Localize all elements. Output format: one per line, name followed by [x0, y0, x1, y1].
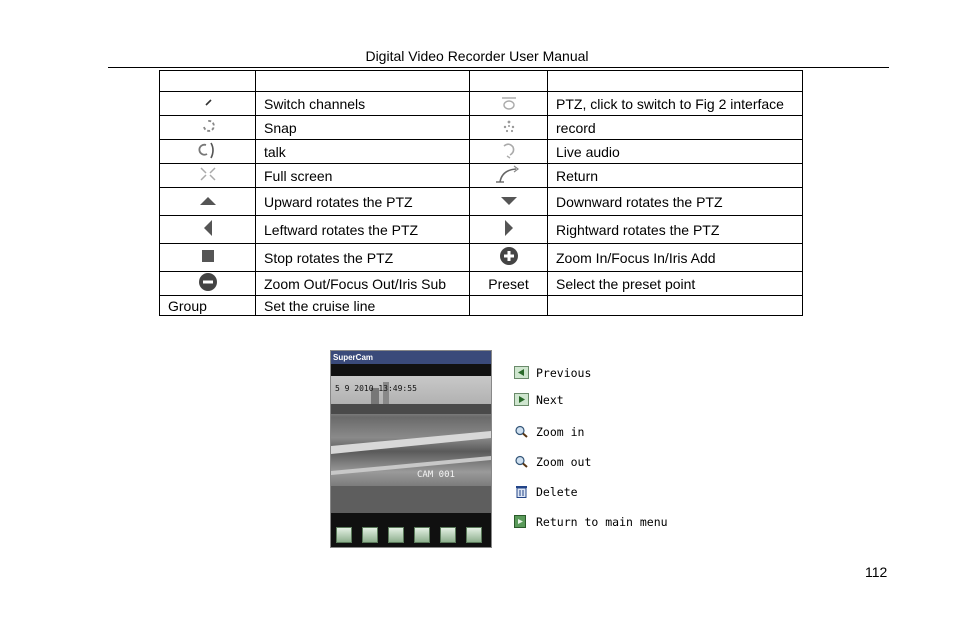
table-row — [160, 272, 803, 296]
full-screen-icon — [197, 164, 219, 187]
legend-label: Zoom in — [536, 425, 585, 439]
delete-icon — [514, 485, 529, 498]
legend-label: Zoom out — [536, 455, 592, 469]
arrow-down-icon — [500, 194, 518, 210]
table-row — [160, 296, 803, 316]
ptz-icon — [498, 93, 520, 114]
minus-circle-icon — [198, 272, 218, 295]
talk-icon — [196, 140, 220, 163]
zoom-in-icon — [514, 425, 529, 438]
table-cell-label: Live audio — [548, 140, 803, 164]
table-cell-label: Snap — [256, 116, 470, 140]
next-icon[interactable] — [362, 527, 378, 543]
stop-icon — [200, 248, 216, 267]
table-row — [160, 71, 803, 92]
previous-icon[interactable] — [336, 527, 352, 543]
arrow-up-icon — [199, 194, 217, 210]
table-cell-label: Stop rotates the PTZ — [256, 244, 470, 272]
table-cell-label: PTZ, click to switch to Fig 2 interface — [548, 92, 803, 116]
zoom-out-icon — [514, 455, 529, 468]
legend-label: Delete — [536, 485, 578, 499]
table-row — [160, 116, 803, 140]
live-audio-icon — [498, 140, 520, 163]
table-cell-label: Leftward rotates the PTZ — [256, 216, 470, 244]
table-cell-label: record — [548, 116, 803, 140]
switch-channels-icon — [200, 95, 216, 112]
table-row — [160, 244, 803, 272]
table-row — [160, 92, 803, 116]
app-title: SuperCam — [331, 351, 491, 364]
table-cell-label: Upward rotates the PTZ — [256, 188, 470, 216]
table-cell-label: Rightward rotates the PTZ — [548, 216, 803, 244]
table-cell-empty — [470, 296, 548, 316]
camera-video-frame — [331, 376, 491, 513]
page-number: 112 — [865, 564, 888, 580]
previous-icon — [514, 366, 529, 379]
table-cell-label: Full screen — [256, 164, 470, 188]
table-cell-empty — [470, 71, 548, 92]
table-row — [160, 164, 803, 188]
arrow-left-icon — [202, 219, 214, 240]
camera-scene — [331, 376, 491, 513]
icon-reference-table — [159, 70, 803, 316]
legend-label: Previous — [536, 366, 592, 380]
next-icon — [514, 393, 529, 406]
header-rule — [108, 67, 889, 68]
table-cell-label: Switch channels — [256, 92, 470, 116]
zoom-in-icon[interactable] — [388, 527, 404, 543]
page-header-title: Digital Video Recorder User Manual — [365, 48, 589, 64]
camera-timestamp: 5 9 2010 13:49:55 — [335, 384, 417, 393]
table-cell-text: Preset — [470, 272, 548, 296]
table-cell-empty — [256, 71, 470, 92]
table-row — [160, 216, 803, 244]
table-cell-empty — [548, 296, 803, 316]
app-screenshot-figure — [330, 350, 492, 548]
return-icon[interactable] — [466, 527, 482, 543]
plus-circle-icon — [499, 246, 519, 269]
table-cell-empty — [548, 71, 803, 92]
snap-icon — [199, 118, 217, 137]
table-cell-empty — [160, 71, 256, 92]
table-cell-label: Set the cruise line — [256, 296, 470, 316]
table-cell-label: Zoom In/Focus In/Iris Add — [548, 244, 803, 272]
table-cell-label: talk — [256, 140, 470, 164]
table-cell-label: Return — [548, 164, 803, 188]
app-toolbar-strip — [331, 364, 491, 376]
record-icon — [498, 117, 520, 138]
legend-label: Return to main menu — [536, 515, 668, 529]
table-row — [160, 188, 803, 216]
legend-label: Next — [536, 393, 564, 407]
table-cell-text: Group — [160, 296, 256, 316]
table-row — [160, 140, 803, 164]
table-cell-label: Downward rotates the PTZ — [548, 188, 803, 216]
camera-label: CAM 001 — [417, 470, 455, 480]
table-cell-label: Zoom Out/Focus Out/Iris Sub — [256, 272, 470, 296]
table-cell-label: Select the preset point — [548, 272, 803, 296]
return-to-menu-icon — [514, 515, 529, 528]
zoom-out-icon[interactable] — [414, 527, 430, 543]
arrow-right-icon — [503, 219, 515, 240]
return-icon — [494, 164, 524, 187]
delete-icon[interactable] — [440, 527, 456, 543]
